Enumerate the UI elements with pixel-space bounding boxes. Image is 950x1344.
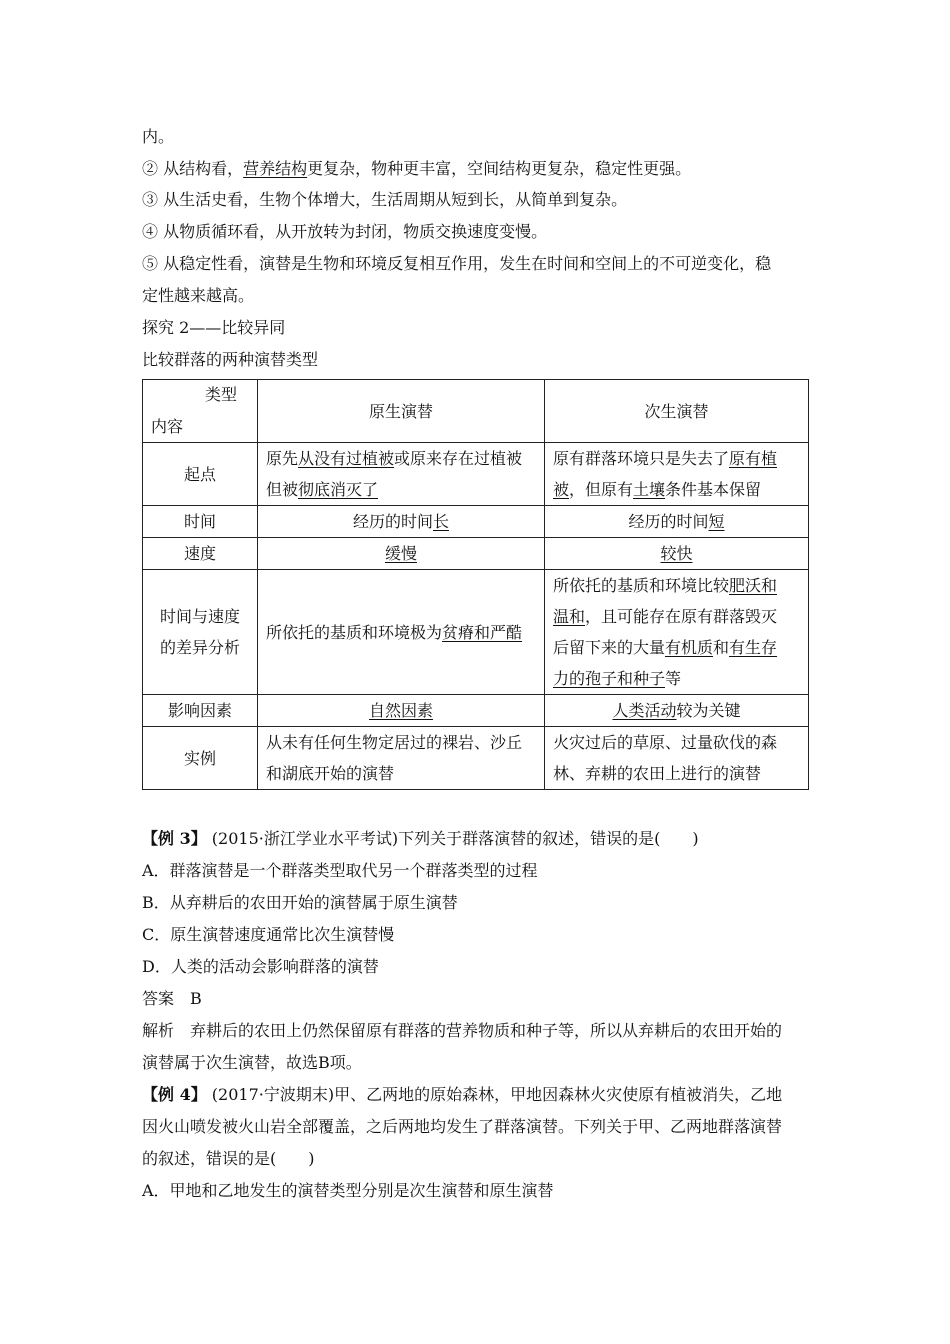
- example3-analysis-line-1: 解析 弃耕后的农田上仍然保留原有群落的营养物质和种子等，所以从弃耕后的农田开始的: [142, 1021, 783, 1040]
- table-row: [143, 538, 809, 570]
- example4-option-a: A．甲地和乙地发生的演替类型分别是次生演替和原生演替: [142, 1181, 554, 1200]
- row-label: 时间: [143, 506, 258, 538]
- table-header-row: [143, 380, 809, 443]
- table-cell: 火灾过后的草原、过量砍伐的森 林、弃耕的农田上进行的演替: [545, 727, 809, 790]
- table-cell: 人类活动较为关键: [545, 695, 809, 727]
- row-label: 起点: [143, 443, 258, 506]
- example3-option-b: B．从弃耕后的农田开始的演替属于原生演替: [142, 893, 458, 912]
- intro-line-4: ④ 从物质循环看，从开放转为封闭，物质交换速度变慢。: [142, 222, 548, 241]
- table-cell: 所依托的基质和环境极为贫瘠和严酷: [258, 570, 545, 695]
- table-row: [143, 443, 809, 506]
- example3-option-a: A．群落演替是一个群落类型取代另一个群落类型的过程: [142, 861, 538, 880]
- table-cell: 缓慢: [258, 538, 545, 570]
- header-primary-succession: 原生演替: [258, 380, 545, 443]
- table-cell: 所依托的基质和环境比较肥沃和 温和，且可能存在原有群落毁灭 后留下来的大量有机质和有生存 力的孢子和种子等: [545, 570, 809, 695]
- intro-line-1: 内。: [142, 127, 175, 146]
- row-label: 速度: [143, 538, 258, 570]
- example4-stem-line-1: 【例 4】 (2017·宁波期末)甲、乙两地的原始森林，甲地因森林火灾使原有植被消失，乙地: [142, 1085, 783, 1104]
- intro-line-6: 定性越来越高。: [142, 286, 255, 305]
- header-secondary-succession: 次生演替: [545, 380, 809, 443]
- intro-line-2: ② 从结构看，营养结构更复杂，物种更丰富，空间结构更复杂，稳定性更强。: [142, 159, 692, 178]
- comparison-table: [142, 379, 809, 790]
- corner-cell: 类型 内容: [143, 380, 258, 443]
- table-row: [143, 506, 809, 538]
- table-row: [143, 695, 809, 727]
- table-row: [143, 727, 809, 790]
- row-label: 实例: [143, 727, 258, 790]
- table-cell: 自然因素: [258, 695, 545, 727]
- table-caption: 比较群落的两种演替类型: [142, 350, 319, 369]
- example3-option-d: D．人类的活动会影响群落的演替: [142, 957, 379, 976]
- table-cell: 原有群落环境只是失去了原有植 被，但原有土壤条件基本保留: [545, 443, 809, 506]
- example3-stem: 【例 3】 (2015·浙江学业水平考试)下列关于群落演替的叙述，错误的是( ): [142, 829, 699, 848]
- table-row: [143, 570, 809, 695]
- table-cell: 经历的时间短: [545, 506, 809, 538]
- table-cell: 较快: [545, 538, 809, 570]
- table-cell: 从未有任何生物定居过的裸岩、沙丘 和湖底开始的演替: [258, 727, 545, 790]
- table-cell: 原先从没有过植被或原来存在过植被 但被彻底消灭了: [258, 443, 545, 506]
- example4-stem-line-3: 的叙述，错误的是( ): [142, 1149, 315, 1168]
- intro-line-5: ⑤ 从稳定性看，演替是生物和环境反复相互作用，发生在时间和空间上的不可逆变化，稳: [142, 254, 772, 273]
- table-cell: 经历的时间长: [258, 506, 545, 538]
- section-heading: 探究 2——比较异同: [142, 318, 286, 337]
- example3-option-c: C．原生演替速度通常比次生演替慢: [142, 925, 395, 944]
- intro-line-3: ③ 从生活史看，生物个体增大，生活周期从短到长，从简单到复杂。: [142, 190, 628, 209]
- example3-answer: 答案 B: [142, 989, 202, 1008]
- example4-stem-line-2: 因火山喷发被火山岩全部覆盖，之后两地均发生了群落演替。下列关于甲、乙两地群落演替: [142, 1117, 783, 1136]
- row-label: 时间与速度 的差异分析: [143, 570, 258, 695]
- row-label: 影响因素: [143, 695, 258, 727]
- example3-analysis-line-2: 演替属于次生演替，故选B项。: [142, 1053, 362, 1072]
